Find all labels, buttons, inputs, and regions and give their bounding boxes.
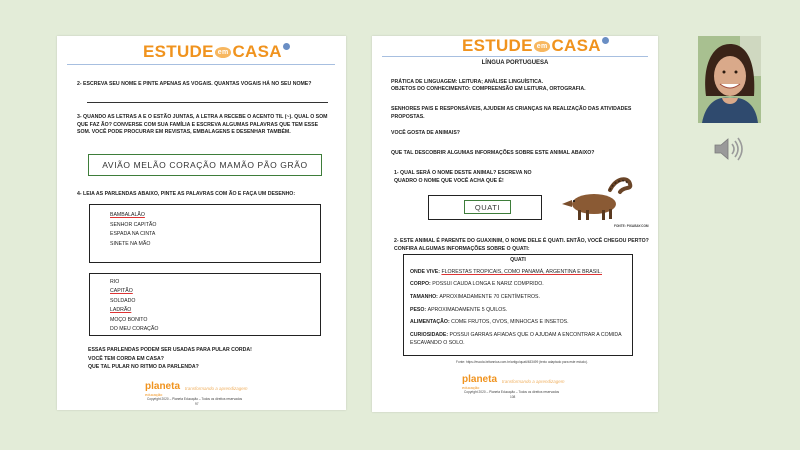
- parlenda-line: MOÇO BONITO: [110, 316, 148, 323]
- objects-line: OBJETOS DO CONHECIMENTO: COMPREENSÃO EM LEITURA, ORTOGRAFIA.: [391, 86, 586, 92]
- estude-em-casa-logo: [143, 42, 290, 62]
- parlenda-line: SINETE NA MÃO: [110, 240, 151, 247]
- copyright: Copyright 2020 – Planeta Educação – Todos os direitos reservados: [147, 397, 243, 401]
- brand-name: planeta: [145, 381, 181, 392]
- logo-text-em: em: [534, 41, 551, 52]
- answer-line: [87, 102, 328, 103]
- question-1: 1- QUAL SERÁ O NOME DESTE ANIMAL? ESCREVA NO QUADRO O NOME QUE VOCÊ ACHA QUE É!: [394, 170, 532, 184]
- question-4: 4- LEIA AS PARLENDAS ABAIXO, PINTE AS PALAVRAS COM ÃO E FAÇA UM DESENHO:: [77, 191, 296, 197]
- header-rule: [67, 64, 335, 65]
- page-number: 108: [510, 395, 516, 399]
- right-worksheet-page: [372, 36, 658, 412]
- closing-line: ESSAS PARLENDAS PODEM SER USADAS PARA PULAR CORDA!: [88, 347, 252, 353]
- person-photo-icon: [698, 36, 761, 123]
- parlenda-line: DO MEU CORAÇÃO: [110, 326, 159, 333]
- globe-icon: [283, 43, 290, 50]
- parlenda-line: SENHOR CAPITÃO: [110, 221, 157, 228]
- info-row-body: CORPO: POSSUI CAUDA LONGA E NARIZ COMPRIDO.: [410, 281, 544, 287]
- info-row-food: ALIMENTAÇÃO: COME FRUTOS, OVOS, MINHOCAS E INSETOS.: [410, 319, 569, 325]
- left-worksheet-page: [57, 36, 346, 410]
- animal-name-answer: QUATI: [464, 200, 511, 214]
- estude-em-casa-logo: [462, 36, 609, 56]
- question-2: 2- ESTE ANIMAL É PARENTE DO GUAXINIM, O NOME DELE É QUATI. ENTÃO, VOCÊ CHEGOU PERTO? CONFIRA ALGUMAS INFORMAÇÕES SOBRE O QUATI:: [394, 238, 649, 252]
- logo-text-estude: ESTUDE: [462, 36, 533, 55]
- image-source: FONTE: PIXABAY.COM: [614, 224, 649, 228]
- question-2: 2- ESCREVA SEU NOME E PINTE APENAS AS VOGAIS. QUANTAS VOGAIS HÁ NO SEU NOME?: [77, 81, 312, 87]
- info-row-size: TAMANHO: APROXIMADAMENTE 70 CENTÍMETROS.: [410, 294, 540, 300]
- parlenda-box-2: [89, 273, 321, 336]
- parlenda-line: BAMBALALÃO: [110, 212, 145, 218]
- parlenda-2: [110, 278, 230, 334]
- parlenda-1: [110, 211, 230, 249]
- question-like-animals: VOCÊ GOSTA DE ANIMAIS?: [391, 130, 460, 136]
- planeta-logo: [145, 381, 180, 397]
- footer-tagline: transformando a aprendizagem: [185, 386, 248, 391]
- presenter-photo: [698, 36, 761, 123]
- info-row-habitat: ONDE VIVE: FLORESTAS TROPICAIS, COMO PANAMÁ, ARGENTINA E BRASIL.: [410, 269, 602, 275]
- parents-note: SENHORES PAIS E RESPONSÁVEIS, AJUDEM AS CRIANÇAS NA REALIZAÇÃO DAS ATIVIDADES PROPOSTAS.: [391, 106, 632, 120]
- closing-text: [88, 346, 328, 372]
- subject-title: LÍNGUA PORTUGUESA: [481, 60, 549, 66]
- closing-line: VOCÊ TEM CORDA EM CASA?: [88, 355, 164, 362]
- words-answer-box: AVIÃO MELÃO CORAÇÃO MAMÃO PÃO GRÃO: [88, 154, 322, 176]
- parlenda-box-1: [89, 204, 321, 263]
- parlenda-line: SOLDADO: [110, 297, 136, 304]
- parlenda-line: ESPADA NA CINTA: [110, 231, 156, 237]
- question-3: 3- QUANDO AS LETRAS A E O ESTÃO JUNTAS, A LETRA A RECEBE O ACENTO TIL (~). QUAL O SOM QUE FAZ ÃO? CONVERSE COM SUA FAMÍLIA E ESCREVA ALGUMAS PALAVRAS QUE TEM ESSE SOM. VOCÊ PODE PROCURAR EM REVISTAS, EMBALAGENS E DESENHAR TAMBÉM.: [77, 114, 328, 136]
- info-title: QUATI: [510, 257, 526, 263]
- coati-image: [558, 176, 648, 224]
- planeta-logo: [462, 374, 497, 390]
- quati-info-box: [403, 254, 633, 356]
- info-row-curiosity: CURIOSIDADE: POSSUI GARRAS AFIADAS QUE O AJUDAM A ENCONTRAR A COMIDA ESCAVANDO O SOLO.: [410, 332, 622, 346]
- footer-tagline: transformando a aprendizagem: [502, 379, 565, 384]
- logo-text-estude: ESTUDE: [143, 42, 214, 61]
- brand-sub: educação: [145, 392, 163, 397]
- question-discover: QUE TAL DESCOBRIR ALGUMAS INFORMAÇÕES SOBRE ESTE ANIMAL ABAIXO?: [391, 150, 595, 156]
- logo-text-casa: CASA: [232, 42, 282, 61]
- practice-line: PRÁTICA DE LINGUAGEM: LEITURA; ANÁLISE LINGUÍSTICA.: [391, 79, 544, 85]
- animal-name-box: [428, 195, 542, 220]
- closing-line: QUE TAL PULAR NO RITMO DA PARLENDA?: [88, 364, 199, 370]
- parlenda-line: CAPITÃO: [110, 288, 133, 295]
- header-rule: [382, 56, 648, 57]
- speaker-icon: [712, 134, 746, 164]
- page-number: 97: [195, 402, 199, 406]
- parlenda-line: RIO: [110, 279, 120, 285]
- logo-text-em: em: [215, 47, 232, 58]
- info-row-weight: PESO: APROXIMADAMENTE 5 QUILOS.: [410, 307, 508, 313]
- globe-icon: [602, 37, 609, 44]
- parlenda-line: LADRÃO: [110, 307, 132, 314]
- text-source: Fonte: https://escola.britannica.com.br/artigo/quati/483499 (texto adaptado para este estudo).: [456, 360, 588, 364]
- brand-sub: educação: [462, 385, 480, 390]
- brand-name: planeta: [462, 374, 498, 385]
- copyright: Copyright 2020 – Planeta Educação – Todos os direitos reservados: [464, 390, 560, 394]
- audio-button[interactable]: [712, 134, 746, 164]
- logo-text-casa: CASA: [551, 36, 601, 55]
